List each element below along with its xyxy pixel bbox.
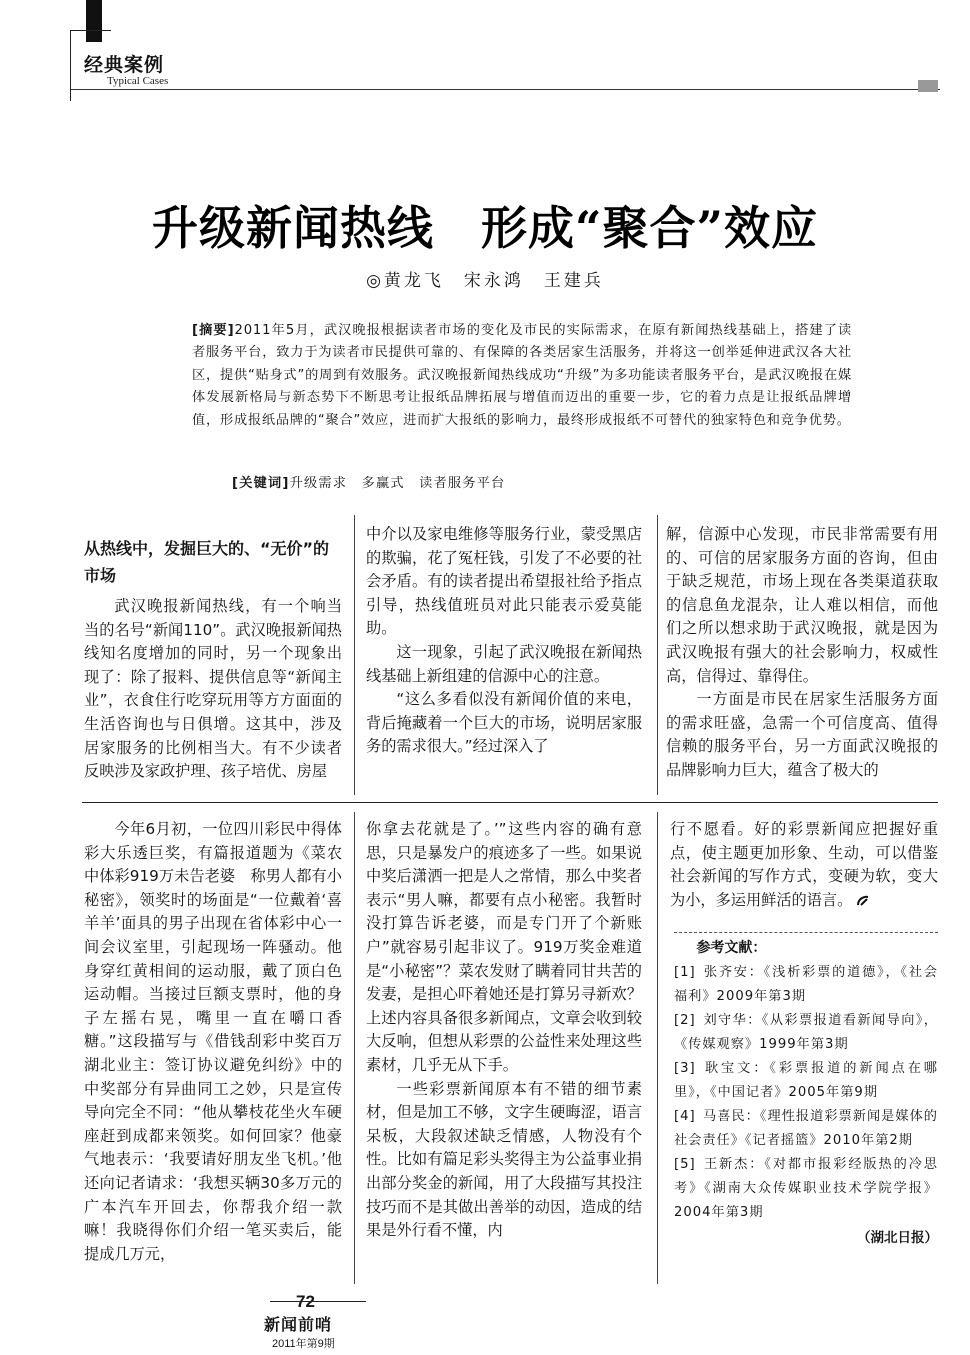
abstract bbox=[192, 320, 852, 432]
paragraph: 解，信源中心发现，市民非常需要有用的、可信的居家服务方面的咨询，但由于缺乏规范，市场上现在各类渠道获取的信息鱼龙混杂，让人难以相信，而他们之所以想求助于武汉晚报，就是因为武汉晚报有强大的社会影响力，权威性高，信得过、靠得住。 bbox=[666, 525, 938, 685]
header-ornament bbox=[918, 80, 938, 92]
abstract-label: [摘要] bbox=[192, 323, 235, 338]
column-divider bbox=[354, 515, 355, 795]
keywords bbox=[232, 472, 832, 491]
reference-item: [1] 张齐安：《浅析彩票的道德》，《社会福利》2009年第3期 bbox=[674, 965, 938, 1004]
article-title: 升级新闻热线 形成“聚合”效应 bbox=[152, 201, 818, 255]
end-mark-icon bbox=[856, 895, 870, 907]
keywords-label: [关键词] bbox=[232, 476, 290, 491]
reference-item: [3] 耿宝文：《彩票报道的新闻点在哪里》，《中国记者》2005年第9期 bbox=[674, 1061, 938, 1100]
section-heading: 从热线中，发掘巨大的、“无价”的市场 bbox=[84, 539, 330, 585]
section-label-en: Typical Cases bbox=[107, 75, 169, 87]
section-label: 经典案例 bbox=[84, 54, 165, 76]
keywords-text: 升级需求 多赢式 读者服务平台 bbox=[289, 476, 506, 491]
paragraph: 一些彩票新闻原本有不错的细节素材，但是加工不够，文字生硬晦涩，语言呆板，大段叙述缺乏情感，人物没有个性。比如有篇足彩头奖得主为公益事业捐出部分奖金的新闻，用了大段描写其投注技巧而不是其做出善举的动因，造成的结果是外行看不懂，内 bbox=[366, 1079, 642, 1240]
issue-label: 2011年第9期 bbox=[272, 1338, 335, 1350]
lower-column-2 bbox=[366, 818, 642, 1243]
footer-rule bbox=[270, 1301, 366, 1302]
abstract-text: 2011年5月，武汉晚报根据读者市场的变化及市民的实际需求，在原有新闻热线基础上，搭建了读者服务平台，致力于为读者市民提供可靠的、有保障的各类居家生活服务，并将这一创举延伸进武汉各大社区，提供“贴身式”的周到有效服务。武汉晚报新闻热线成功“升级”为多功能读者服务平台，是武汉晚报在媒体发展新格局与新态势下不断思考让报纸品牌拓展与增值而迈出的重要一步，它的着力点是让报纸品牌增值，形成报纸品牌的“聚合”效应，进而扩大报纸的影响力，最终形成报纸不可替代的独家特色和竞争优势。 bbox=[192, 323, 852, 428]
paragraph: 武汉晚报新闻热线，有一个响当当的名号“新闻110”。武汉晚报新闻热线知名度增加的同时，另一个现象出现了：除了报料、提供信息等“新闻主业”，衣食住行吃穿玩用等方方面面的生活咨询也与日俱增。这其中，涉及居家服务的比例相当大。有不少读者反映涉及家政护理、孩子培优、房屋 bbox=[84, 597, 342, 781]
references bbox=[674, 932, 938, 1251]
reference-item: [5] 王新杰：《对都市报彩经版热的冷思考》《湖南大众传媒职业技术学院学报》2004年第3期 bbox=[674, 1157, 938, 1220]
paragraph: 一方面是市民在居家生活服务方面的需求旺盛，急需一个可信度高、值得信赖的服务平台，另一方面武汉晚报的品牌影响力巨大，蕴含了极大的 bbox=[666, 690, 938, 779]
lower-column-3 bbox=[670, 818, 938, 912]
paragraph: 今年6月初，一位四川彩民中得体彩大乐透巨奖，有篇报道题为《菜农中体彩919万未告老婆 称男人都有小秘密》，领奖时的场面是“一位戴着‘喜羊羊’面具的男子出现在省体彩中心一间会议室里，引起现场一阵骚动。他身穿红黄相间的运动服，戴了顶白色运动帽。当接过巨额支票时，他的身子左摇右晃，嘴里一直在嚼口香糖。”这段描写与《借钱刮彩中奖百万 湖北业主：签订协议避免纠纷》中的中奖部分有异曲同工之妙，只是宣传导向完全不同：“他从攀枝花坐火车硬座赶到成都来领奖。如何回家？他豪气地表示：‘我要请好朋友坐飞机。’他还向记者请求：‘我想买辆30多万元的广本汽车开回去，你帮我介绍一款嘛！我晓得你们介绍一笔买卖后，能提成几万元， bbox=[84, 820, 358, 1263]
lower-column-1 bbox=[84, 818, 358, 1266]
upper-column-1 bbox=[84, 595, 342, 784]
upper-column-3 bbox=[666, 523, 938, 783]
paragraph: 中介以及家电维修等服务行业，蒙受黑店的欺骗，花了冤枉钱，引发了不必要的社会矛盾。有的读者提出希望报社给予指点引导，热线值班员对此只能表示爱莫能助。 bbox=[366, 525, 642, 638]
article-source: （湖北日报） bbox=[857, 1230, 938, 1246]
paragraph: 这一现象，引起了武汉晚报在新闻热线基础上新组建的信源中心的注意。 bbox=[366, 642, 642, 685]
references-heading: 参考文献： bbox=[696, 940, 767, 956]
header-rule bbox=[70, 89, 940, 90]
paragraph bbox=[670, 818, 938, 912]
paragraph: 你拿去花就是了。’”这些内容的确有意思，只是暴发户的痕迹多了一些。如果说中奖后潇洒一把是人之常情，那么中奖者表示“男人嘛，都要有点小秘密。我暂时没打算告诉老婆，而是专门开了个新账户”就容易引起非议了。919万奖金难道是“小秘密”？菜农发财了瞒着同甘共苦的发妻，是担心吓着她还是打算另寻新欢？上述内容具备很多新闻点，文章会收到较大反响，但想从彩票的公益性来处理这些素材，几乎无从下手。 bbox=[366, 820, 642, 1074]
magazine-name: 新闻前哨 bbox=[264, 1315, 333, 1334]
page-number: 72 bbox=[296, 1292, 315, 1311]
paragraph-text: 行不愿看。好的彩票新闻应把握好重点，使主题更加形象、生动，可以借鉴社会新闻的写作方式，变硬为软，变大为小，多运用鲜活的语言。 bbox=[670, 820, 938, 909]
upper-column-2 bbox=[366, 523, 642, 759]
column-divider bbox=[657, 812, 658, 1284]
section-divider bbox=[82, 802, 938, 803]
reference-item: [4] 马喜民：《理性报道彩票新闻是媒体的社会责任》《记者摇篮》2010年第2期 bbox=[674, 1109, 938, 1148]
article-authors: ◎黄龙飞 宋永鸿 王建兵 bbox=[366, 271, 604, 291]
paragraph: “这么多看似没有新闻价值的来电，背后掩藏着一个巨大的市场，说明居家服务的需求很大。”经过深入了 bbox=[366, 690, 642, 756]
column-divider bbox=[657, 515, 658, 795]
reference-item: [2] 刘守华：《从彩票报道看新闻导向》，《传媒观察》1999年第3期 bbox=[674, 1013, 938, 1052]
